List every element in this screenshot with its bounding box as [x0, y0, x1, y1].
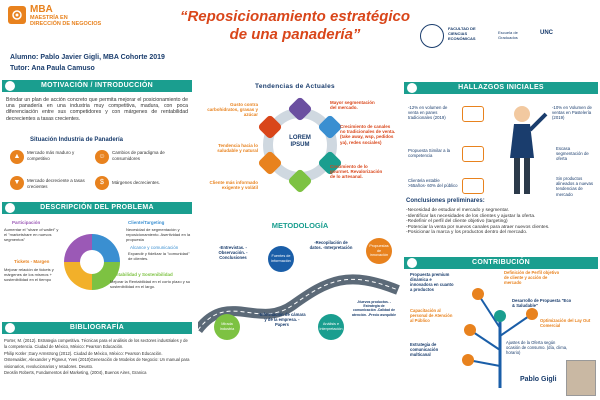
mba-logo-line2: DIRECCIÓN DE NEGOCIOS	[30, 21, 102, 27]
contribution-item: Optimización del Lay Out Comercial	[540, 318, 591, 328]
trends-center-line1: LOREM	[289, 135, 311, 141]
method-step-analysis-label: Análisis e interpretación	[319, 322, 343, 331]
conclusions-heading: Conclusiones preliminares:	[406, 198, 485, 204]
method-step-sources	[268, 246, 294, 272]
bulb-icon	[462, 146, 484, 162]
graduate-school-logo: Escuela de Graduados	[498, 30, 518, 40]
trends-heading: Tendencias de Actuales	[255, 83, 335, 90]
finding-item: -10% en Volumen de ventas en Pastelería (2019)	[552, 105, 592, 121]
presenter-illustration	[500, 102, 550, 198]
author-name: Pablo Gigli	[520, 376, 557, 383]
industry-item-4: Márgenes decrecientes.	[112, 180, 161, 185]
contribution-item: Ajustes de la Oferta según ocasión de consumo. (día, clima, horario)	[506, 340, 568, 355]
chart-icon	[462, 106, 484, 122]
problem-profit-text: Mejorar la Rentabilidad en el corto plazo y su sostenibilidad en el largo.	[110, 279, 191, 289]
trend-item: Cliente más informado exigente y volátil	[209, 180, 258, 191]
trends-center-label	[285, 135, 315, 149]
mba-logo	[30, 4, 101, 27]
method-step-industry-label: Mirada Industria	[219, 322, 235, 331]
industry-item-1: Mercado más maduro y competitivo	[27, 150, 75, 161]
authors-block	[10, 52, 165, 74]
problem-reach-text: Expandir y fidelizar la "comunidad" de clientes.	[128, 251, 190, 261]
bibliography-entry: Porter, M. (2012). Estrategia competitiva. Técnicas para el análisis de los sectores industriales y de la competencia. Ciudad de México, México: Pearson Educación.	[4, 338, 188, 350]
industry-item-2: Cambios de paradigma de consumidores	[112, 150, 165, 161]
tutor-name: Tutor: Ana Paula Camuso	[10, 65, 95, 72]
problem-header	[2, 202, 192, 214]
mba-logo-line1: MAESTRÍA EN	[30, 15, 68, 21]
problem-heading: DESCRIPCIÓN DEL PROBLEMA	[40, 204, 154, 211]
conclusion-item: -Potenciar la venta por nuevos canales para atraer nuevos clientes.	[406, 224, 550, 230]
findings-heading: HALLAZGOS INICIALES	[458, 84, 544, 91]
problem-client-text: Necesidad de segmentación y reposicionamiento. Asertividad en la propuesta	[126, 227, 191, 242]
people-icon	[462, 178, 484, 194]
problem-tickets-text: Mejorar relación de tickets y márgenes de los mismos + sostenibilidad en el tiempo	[4, 267, 54, 282]
poster-title-line2: de una panadería”	[229, 26, 361, 43]
trend-item: Crecimiento de canales no tradicionales de venta. (take away, wsp, pedidos ya), redes sociales)	[340, 124, 396, 145]
methodology-header	[240, 215, 360, 233]
finding-item: Sin productos alineados a nuevas tendencias de mercado	[556, 176, 594, 197]
trend-item: Crecimiento de lo gourmet. Revalorización de lo artesanal.	[330, 164, 383, 180]
motivation-header	[2, 80, 192, 92]
lightbulb-icon	[407, 258, 417, 268]
contribution-heading: CONTRIBUCIÓN	[471, 259, 531, 266]
contribution-item: Desarrollo de Propuesta "Eco & Saludable"	[512, 298, 572, 308]
trend-item: Mayor segmentación del mercado.	[330, 100, 375, 111]
paradigm-change-icon: ☺	[95, 150, 109, 164]
contribution-item: Propuesta premium dinámica e innovadora en cuanto a productos	[410, 272, 454, 292]
university-seal-icon	[420, 24, 444, 48]
finding-item: Escasa segmentación de oferta	[556, 146, 589, 162]
method-step-sources-label: Fuentes de información	[271, 254, 291, 263]
contribution-item: Definición de Perfil objetivo de cliente y acción de mercado	[504, 270, 560, 285]
contribution-item: Capacitación al personal de Atención al Público	[410, 308, 453, 323]
bibliography-entry: Osterwalder, Alexander y Pigneur, Yves (2010)Generación de Modelos de Negocio: Un manual para visionarios, revolucionarios y retadores. Deusto.	[4, 357, 190, 369]
mature-market-icon: ▲	[10, 150, 24, 164]
motivation-text: Brindar un plan de acción concreto que permita mejorar el posicionamiento de una panadería en una industria muy competitiva, madura, con poca diferenciación entre sus competidores y con márgenes de rentabilidad decrecientes a tasas crecientes.	[6, 97, 188, 122]
bibliography-entry: Philip Kotler ;Gary Armstrong (2012). Ciudad de México, México: Pearson Educación.	[4, 350, 163, 356]
bibliography-heading: BIBLIOGRAFÍA	[69, 324, 125, 331]
bibliography-header	[2, 322, 192, 334]
conclusions-list	[406, 208, 596, 236]
problem-profit-label: Rentabilidad y Sostenibilidad	[110, 272, 173, 277]
bibliography-entry: Deoslin Roberts, Fundamentos del Marketing, (2004), Buenos Aires, Granica	[4, 370, 147, 376]
motivation-heading: MOTIVACIÓN / INTRODUCCIÓN	[41, 82, 153, 89]
decreasing-market-icon: ▼	[10, 176, 24, 190]
bibliography-list	[4, 338, 190, 376]
student-name: Alumno: Pablo Javier Gigli, MBA Cohorte 2019	[10, 54, 165, 61]
methodology-heading: METODOLOGÍA	[271, 221, 329, 230]
book-icon	[5, 323, 15, 333]
trend-item: Tendencia hacia lo saludable y natural	[217, 143, 258, 154]
poster-title-line1: “Reposicionamiento estratégico	[179, 8, 411, 25]
findings-header	[404, 82, 598, 94]
conclusion-item: -Posicionar la marca y los productos dentro del mercado.	[406, 230, 528, 236]
problem-participation-label: Participación	[12, 220, 41, 225]
method-step-data: -Recopilación de datos. -Interpretación	[309, 240, 353, 250]
finding-item: -12% en volumen de venta en panes tradicionales (2019)	[408, 105, 448, 121]
mba-logo-icon	[8, 6, 26, 24]
method-step-interviews: -Entrevistas. -Observación. -Conclusiones	[218, 245, 248, 260]
conclusion-item: -Redefinir el perfil del cliente objetivo (targeting)	[406, 219, 508, 225]
finding-item: Propuesta Similar a la competencia	[408, 148, 451, 159]
mba-logo-acronym: MBA	[30, 4, 53, 15]
method-step-innovation	[366, 238, 392, 264]
problem-tickets-label: Tickets - Margen	[14, 259, 50, 264]
margins-icon: $	[95, 176, 109, 190]
author-photo	[566, 360, 596, 396]
target-icon	[5, 81, 15, 91]
method-step-analysis	[318, 314, 344, 340]
conclusion-item: -Identificar las necesidades de los clientes y ajustar la oferta.	[406, 213, 536, 219]
poster-title	[150, 8, 440, 44]
industry-subheading: Situación Industria de Panadería	[30, 137, 124, 143]
industry-item-3: Mercado decreciente a tasas crecientes	[27, 178, 85, 189]
problem-icon	[5, 203, 15, 213]
search-icon	[407, 83, 417, 93]
trends-center-line2: IPSUM	[290, 142, 310, 148]
problem-reach-label: Alcance y comunicación	[130, 245, 179, 250]
method-step-innovation-label: Propuestas de innovación	[369, 244, 389, 258]
problem-share-text: Aumentar el "share of wallet" y el "marketshare en nuevos segmentos"	[4, 227, 59, 242]
method-step-info: -Información de cámara y de la empresa. -Papers	[258, 312, 306, 327]
finding-item: Clientela estable >55años- 60% del público	[408, 178, 458, 189]
trend-item: Gusto contra carbohidratos, grasas y azúcar	[207, 102, 258, 118]
problem-client-label: Cliente/Targeting	[128, 220, 165, 225]
contribution-tree	[440, 270, 560, 390]
method-step-proposals: -Nuevos productos. -Estrategia de comunicación -Calidad de atención. -Precio asequible	[352, 300, 396, 317]
contribution-header	[404, 257, 598, 269]
contribution-item: Estrategia de comunicación multicanal	[410, 342, 439, 357]
facultad-logo: FACULTAD DE CIENCIAS ECONÓMICAS	[448, 26, 476, 41]
unc-logo: UNC	[540, 30, 553, 36]
method-step-industry	[214, 314, 240, 340]
conclusion-item: -Necesidad de estudiar el mercado y segmentar.	[406, 208, 510, 213]
